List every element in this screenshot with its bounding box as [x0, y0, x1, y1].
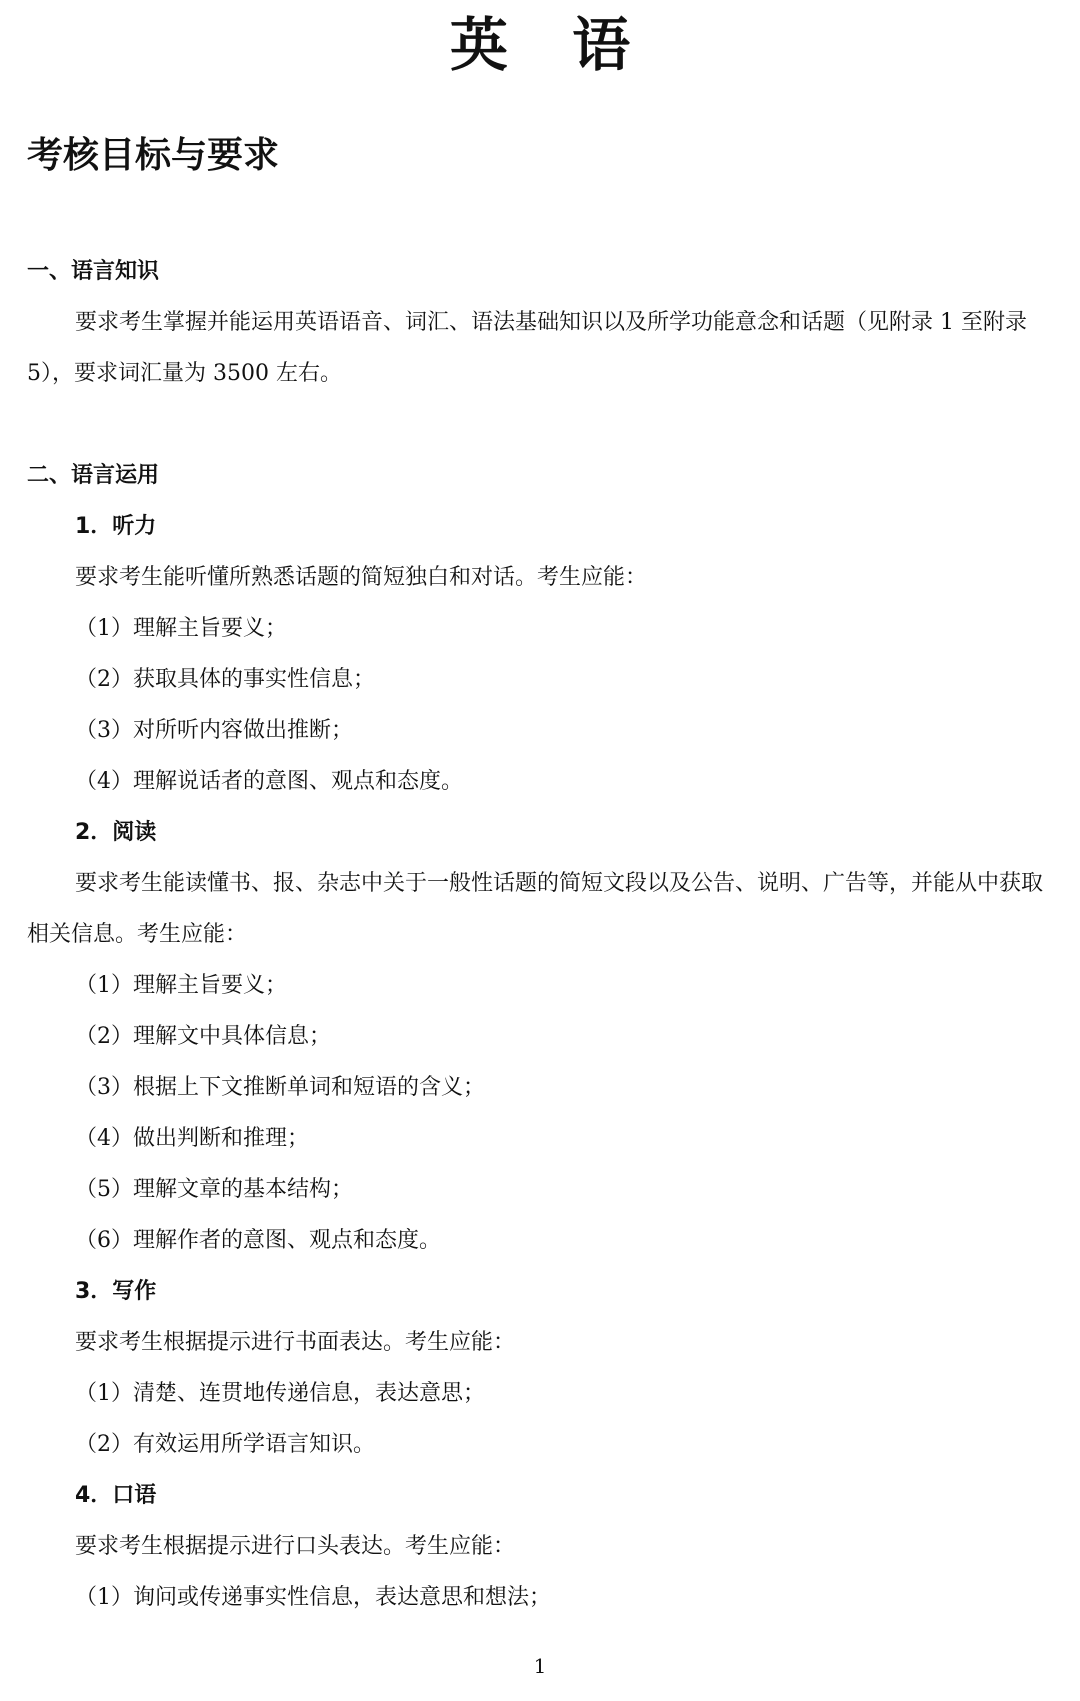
heading-language-use: 二、语言运用: [27, 463, 160, 488]
heading-listening: 1．听力: [75, 514, 157, 539]
spacer: [27, 399, 1047, 450]
page-number: 1: [533, 1654, 547, 1678]
heading-speaking: 4．口语: [75, 1483, 157, 1508]
reading-item: （5）理解文章的基本结构；: [75, 1177, 353, 1202]
listening-intro: 要求考生能听懂所熟悉话题的简短独白和对话。考生应能：: [75, 565, 648, 590]
reading-item: （1）理解主旨要义；: [75, 973, 287, 998]
reading-intro: 要求考生能读懂书、报、杂志中关于一般性话题的简短文段以及公告、说明、广告等，并能从中获取相关信息。考生应能：: [27, 871, 1044, 947]
document-title: 英 语: [449, 11, 653, 79]
heading-writing: 3．写作: [75, 1279, 157, 1304]
listening-item: （4）理解说话者的意图、观点和态度。: [75, 769, 463, 794]
heading-language-knowledge: 一、语言知识: [27, 259, 160, 284]
reading-item: （3）根据上下文推断单词和短语的含义；: [75, 1075, 485, 1100]
speaking-item: （1）询问或传递事实性信息，表达意思和想法；: [75, 1585, 551, 1610]
writing-item: （1）清楚、连贯地传递信息，表达意思；: [75, 1381, 485, 1406]
section-title: 考核目标与要求: [27, 135, 280, 176]
reading-item: （4）做出判断和推理；: [75, 1126, 309, 1151]
reading-item: （6）理解作者的意图、观点和态度。: [75, 1228, 441, 1253]
writing-intro: 要求考生根据提示进行书面表达。考生应能：: [75, 1330, 516, 1355]
speaking-intro: 要求考生根据提示进行口头表达。考生应能：: [75, 1534, 516, 1559]
reading-item: （2）理解文中具体信息；: [75, 1024, 331, 1049]
listening-item: （2）获取具体的事实性信息；: [75, 667, 375, 692]
writing-item: （2）有效运用所学语言知识。: [75, 1432, 375, 1457]
heading-reading: 2．阅读: [75, 820, 157, 845]
document-body: [27, 246, 1047, 1623]
listening-item: （1）理解主旨要义；: [75, 616, 287, 641]
listening-item: （3）对所听内容做出推断；: [75, 718, 353, 743]
paragraph-language-knowledge: 要求考生掌握并能运用英语语音、词汇、语法基础知识以及所学功能意念和话题（见附录 1 至附录 5），要求词汇量为 3500 左右。: [27, 310, 1027, 386]
